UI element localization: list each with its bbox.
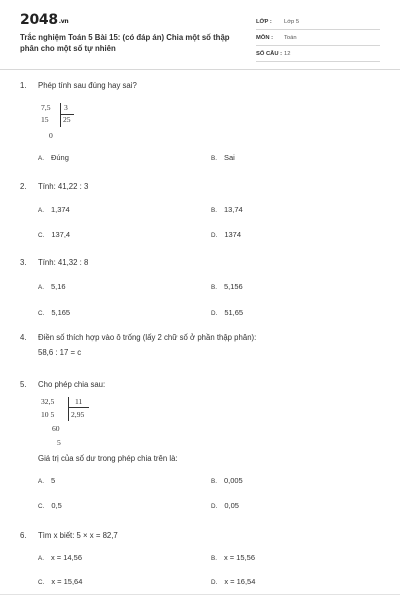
division-remainder: 15 [41,115,49,124]
meta-row-class [256,14,380,30]
option-b[interactable]: B. x = 15,56 [211,553,256,562]
question-prompt: Giá trị của số dư trong phép chia trên là: [38,454,178,463]
meta-value: 12 [284,50,291,57]
option-b[interactable]: B. 5,156 [211,282,243,291]
meta-key: SỐ CÂU : [256,50,283,57]
meta-key: LỚP : [256,18,272,25]
question-expression: 58,6 : 17 = c [38,348,82,357]
question-5 [20,380,380,515]
meta-row-subject [256,30,380,46]
question-3 [20,258,380,318]
option-c[interactable]: C. 5,165 [38,308,71,317]
question-text: Phép tính sau đúng hay sai? [38,81,137,90]
question-text: Tìm x biết: 5 × x = 82,7 [38,531,118,540]
question-2 [20,182,380,242]
option-b[interactable]: B. 0,005 [211,476,243,485]
division-dividend: 7,5 [41,103,51,112]
long-division [38,395,118,451]
option-d[interactable]: D. 51,65 [211,308,244,317]
option-b[interactable]: B. Sai [211,153,235,162]
question-4 [20,333,380,363]
division-final-remainder: 5 [57,438,61,447]
question-text: Điền số thích hợp vào ô trống (lấy 2 chữ số ở phần thập phân): [38,333,257,342]
option-d[interactable]: D. 0,05 [211,501,239,510]
option-c[interactable]: C. x = 15,64 [38,577,83,586]
question-1 [20,81,380,171]
page-title: Trắc nghiệm Toán 5 Bài 15: (có đáp án) Chia một số thập phân cho một số tự nhiên [20,33,230,53]
page-bottom-border [0,594,400,595]
question-number: 2. [20,182,27,191]
option-c[interactable]: C. 0,5 [38,501,62,510]
option-d[interactable]: D. x = 16,54 [211,577,256,586]
question-number: 5. [20,380,27,389]
option-b[interactable]: B. 13,74 [211,205,243,214]
division-final-remainder: 0 [49,131,53,140]
division-divisor: 11 [75,397,83,406]
question-number: 1. [20,81,27,90]
option-a[interactable]: A. Đúng [38,153,69,162]
meta-value: Lớp 5 [284,18,300,25]
question-text: Tính: 41,32 : 8 [38,258,89,267]
division-quotient: 25 [63,115,71,124]
meta-row-count [256,46,380,62]
question-6 [20,531,380,591]
division-remainder: 10 5 [41,410,55,419]
long-division [38,103,98,147]
question-number: 6. [20,531,27,540]
option-a[interactable]: A. 1,374 [38,205,70,214]
question-number: 3. [20,258,27,267]
question-number: 4. [20,333,27,342]
meta-value: Toán [284,34,297,41]
site-logo[interactable]: 2048.vn [20,12,69,28]
option-c[interactable]: C. 137,4 [38,230,71,239]
option-a[interactable]: A. x = 14,56 [38,553,83,562]
division-divisor: 3 [64,103,68,112]
option-a[interactable]: A. 5,16 [38,282,66,291]
division-remainder: 60 [52,424,60,433]
option-d[interactable]: D. 1374 [211,230,241,239]
header-divider [0,69,400,70]
option-a[interactable]: A. 5 [38,476,56,485]
question-text: Tính: 41,22 : 3 [38,182,89,191]
meta-info-panel [256,14,380,62]
meta-key: MÔN : [256,34,274,41]
division-quotient: 2,95 [71,410,85,419]
division-dividend: 32,5 [41,397,55,406]
question-text: Cho phép chia sau: [38,380,106,389]
